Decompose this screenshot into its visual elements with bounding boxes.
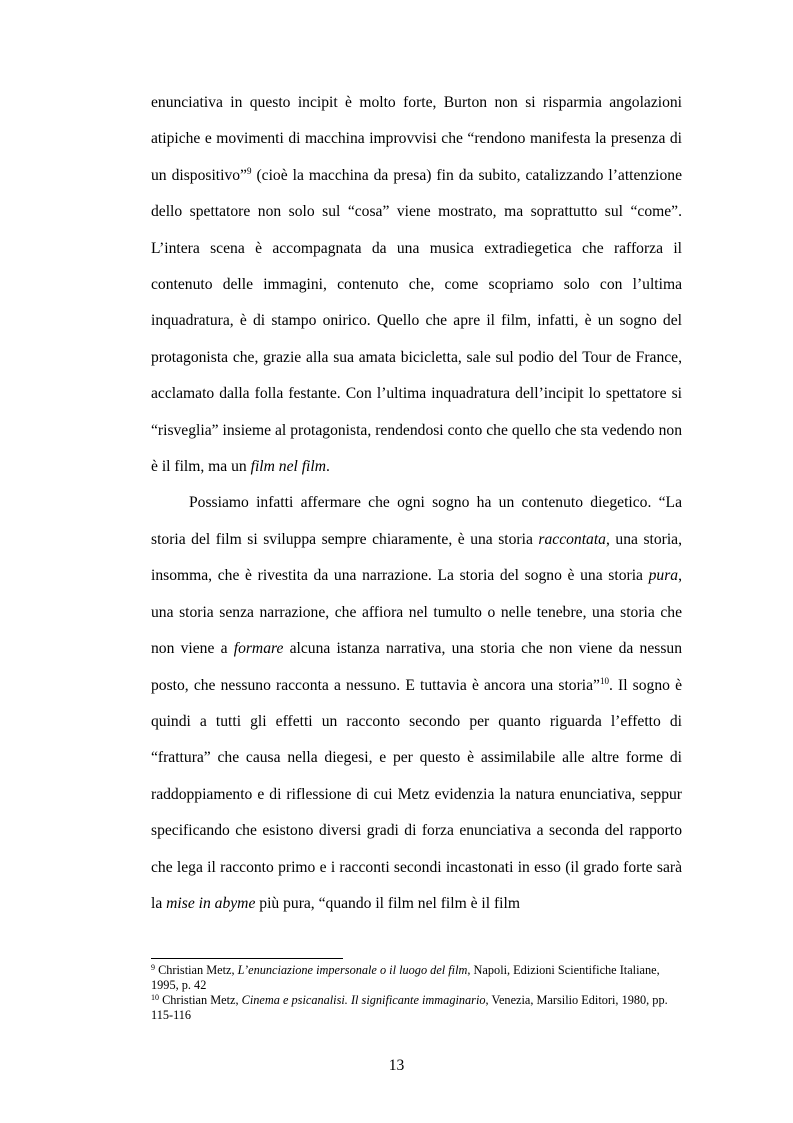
footnote-9: $^9$ Christian Metz, L’enunciazione impersonale o il luogo del film, Napoli, Edizioni Scientifiche Italiane, 1995, p. 42 [151,963,660,992]
page-number: 13 [388,1057,405,1074]
footnote-10: $^{10}$ Christian Metz, Cinema e psicanalisi. Il significante immaginario, Venezia, Marsilio Editori, 1980, pp. 115-116 [151,993,668,1022]
paragraph-2: Possiamo infatti affermare che ogni sogno ha un contenuto diegetico. “La storia del film si sviluppa sempre chiaramente, è una storia raccontata, una storia, insomma, che è rivestita da una narrazione. La storia del sogno è una storia pura, una storia senza narrazione, che affiora nel tumulto o nelle tenebre, una storia che non viene a formare alcuna istanza narrativa, una storia che non viene da nessun posto, che nessuno racconta a nessuno. E tuttavia è ancora una storia”$^{10}$. Il sogno è quindi a tutti gli effetti un racconto secondo per quanto riguarda l’effetto di “frattura” che causa nella diegesi, e per questo è assimilabile alle altre forme di raddoppiamento e di riflessione di cui Metz evidenzia la natura enunciativa, seppur specificando che esistono diversi gradi di forza enunciativa a seconda del rapporto che lega il racconto primo e i racconti secondi incastonati in esso (il grado forte sarà la mise in abyme più pura, “quando il film nel film è il film [151,494,683,912]
footnote-separator [151,958,343,959]
footnote-ref-9[interactable]: 9 [246,165,252,176]
footnotes [151,963,682,1023]
main-text [151,85,682,922]
paragraph-1: enunciativa in questo incipit è molto forte, Burton non si risparmia angolazioni atipiche e movimenti di macchina improvvisi che “rendono manifesta la presenza di un dispositivo”$^9$ (cioè la macchina da presa) fin da subito, catalizzando l’attenzione dello spettatore non solo sul “cosa” viene mostrato, ma soprattutto sul “come”. L’intera scena è accompagnata da una musica extradiegetica che rafforza il contenuto delle immagini, contenuto che, come scopriamo solo con l’ultima inquadratura, è di stampo onirico. Quello che apre il film, infatti, è un sogno del protagonista che, grazie alla sua amata bicicletta, sale sul podio del Tour de France, acclamato dalla folla festante. Con l’ultima inquadratura dell’incipit lo spettatore si “risveglia” insieme al protagonista, rendendosi conto che quello che sta vedendo non è il film, ma un film nel film. [151,94,682,476]
footnote-ref-10[interactable]: 10 [599,675,609,686]
